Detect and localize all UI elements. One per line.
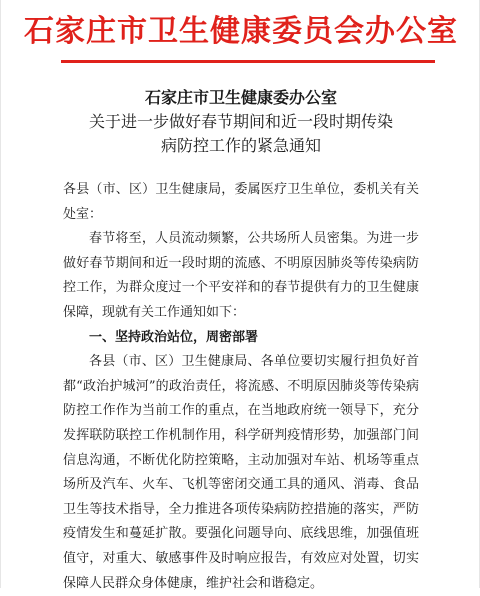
red-divider-line [61, 60, 435, 63]
notice-title-line-2: 病防控工作的紧急通知 [160, 136, 321, 155]
salutation: 各县（市、区）卫生健康局，委属医疗卫生单位，委机关有关处室： [63, 182, 419, 222]
notice-title-line-1: 关于进一步做好春节期间和近一段时期传染 [88, 112, 393, 131]
intro-paragraph: 春节将至，人员流动频繁，公共场所人员密集。为进一步做好春节期间和近一段时期的流感、不明原因肺炎等传染病防控工作，为群众度过一个平安祥和的春节提供有力的卫生健康保障，现就有关工作通知如下： [63, 231, 419, 320]
notice-body [63, 178, 419, 596]
masthead-title: 石家庄市卫生健康委员会办公室 [24, 14, 458, 49]
section-1-heading: 一、坚持政治站位，周密部署 [89, 329, 259, 345]
notice-title [41, 110, 441, 158]
section-1-paragraph: 各县（市、区）卫生健康局、各单位要切实履行担负好首都“政治护城河”的政治责任，将流感、不明原因肺炎等传染病防控工作作为当前工作的重点，在当地政府统一领导下，充分发挥联防联控工作机制作用，科学研判疫情形势，加强部门间信息沟通，不断优化防控策略，主动加强对车站、机场等重点场所及汽车、火车、飞机等密闭交通工具的通风、消毒、食品卫生等技术指导，全力推进各项传染病防控措施的落实，严防疫情发生和蔓延扩散。要强化问题导向、底线思维，加强值班值守，对重大、敏感事件及时响应报告，有效应对处置，切实保障人民群众身体健康，维护社会和谐稳定。 [63, 354, 419, 591]
issuer-name: 石家庄市卫生健康委办公室 [144, 88, 337, 107]
